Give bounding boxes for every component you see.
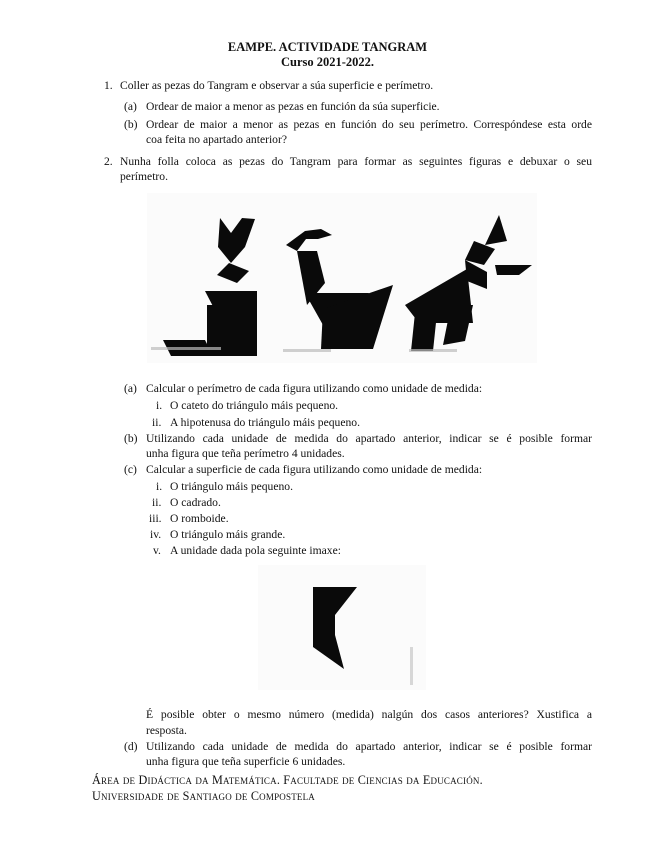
image-credit-mark [151, 347, 221, 350]
q1a-text: Ordear de maior a menor as pezas en función da súa superficie. [146, 100, 440, 113]
q2c-item-label: iv. [150, 528, 162, 541]
q2-question-line1: É posible obter o mesmo número (medida) nalgún dos casos anteriores? Xustifica a [146, 708, 592, 721]
q2b-text-line2: unha figura que teña perímetro 4 unidades. [146, 447, 345, 460]
document-title: EAMPE. ACTIVIDADE TANGRAM [227, 40, 428, 54]
q2a-item-label: ii. [152, 416, 162, 429]
q2a-item-text: A hipotenusa do triángulo máis pequeno. [170, 416, 360, 429]
q2d-label: (d) [124, 740, 138, 753]
footer-department: Área de Didáctica da Matemática. Facultade de Ciencias da Educación. [92, 773, 483, 787]
q2-text-line1: Nunha folla coloca as pezas do Tangram para formar as seguintes figuras e debuxar o seu [120, 155, 592, 168]
q2a-text: Calcular o perímetro de cada figura utilizando como unidade de medida: [146, 382, 483, 395]
q1a-label: (a) [124, 100, 137, 113]
q2a-item-text: O cateto do triángulo máis pequeno. [170, 399, 339, 412]
q2a-item-label: i. [156, 399, 163, 412]
q2c-label: (c) [124, 463, 137, 476]
q2c-item-text: O triángulo máis grande. [170, 528, 286, 541]
course-year: Curso 2021-2022. [280, 55, 375, 69]
q2c-item-label: i. [156, 480, 163, 493]
q2a-label: (a) [124, 382, 137, 395]
image-credit-mark [409, 349, 457, 352]
q2d-text-line2: unha figura que teña superficie 6 unidades. [146, 755, 346, 768]
q2c-item-text: O triángulo máis pequeno. [170, 480, 293, 493]
q2c-item-text: O romboide. [170, 512, 229, 525]
q2-text-line2: perímetro. [120, 170, 168, 183]
q2c-item-text: A unidade dada pola seguinte imaxe: [170, 544, 341, 557]
tangram-unit-image [258, 565, 426, 690]
q2c-item-label: iii. [149, 512, 162, 525]
q2d-text-line1: Utilizando cada unidade de medida do apartado anterior, indicar se é posible formar [146, 740, 592, 753]
q2b-text-line1: Utilizando cada unidade de medida do apartado anterior, indicar se é posible formar [146, 432, 592, 445]
q1-number: 1. [104, 79, 113, 92]
q2c-item-text: O cadrado. [170, 496, 221, 509]
q1b-text-line1: Ordear de maior a menor as pezas en función do seu perímetro. Correspóndese esta orde [146, 118, 592, 131]
q2b-label: (b) [124, 432, 138, 445]
tangram-figures-image [147, 193, 537, 363]
q2c-text: Calcular a superficie de cada figura utilizando como unidade de medida: [146, 463, 483, 476]
footer-university: Universidade de Santiago de Compostela [92, 789, 315, 803]
q1b-label: (b) [124, 118, 138, 131]
image-credit-mark [410, 647, 413, 685]
q1b-text-line2: coa feita no apartado anterior? [146, 133, 287, 146]
q2c-item-label: v. [153, 544, 161, 557]
q1-text: Coller as pezas do Tangram e observar a súa superficie e perímetro. [120, 79, 434, 92]
q2-question-line2: resposta. [146, 724, 187, 737]
image-credit-mark [283, 349, 331, 352]
q2-number: 2. [104, 155, 113, 168]
q2c-item-label: ii. [152, 496, 162, 509]
